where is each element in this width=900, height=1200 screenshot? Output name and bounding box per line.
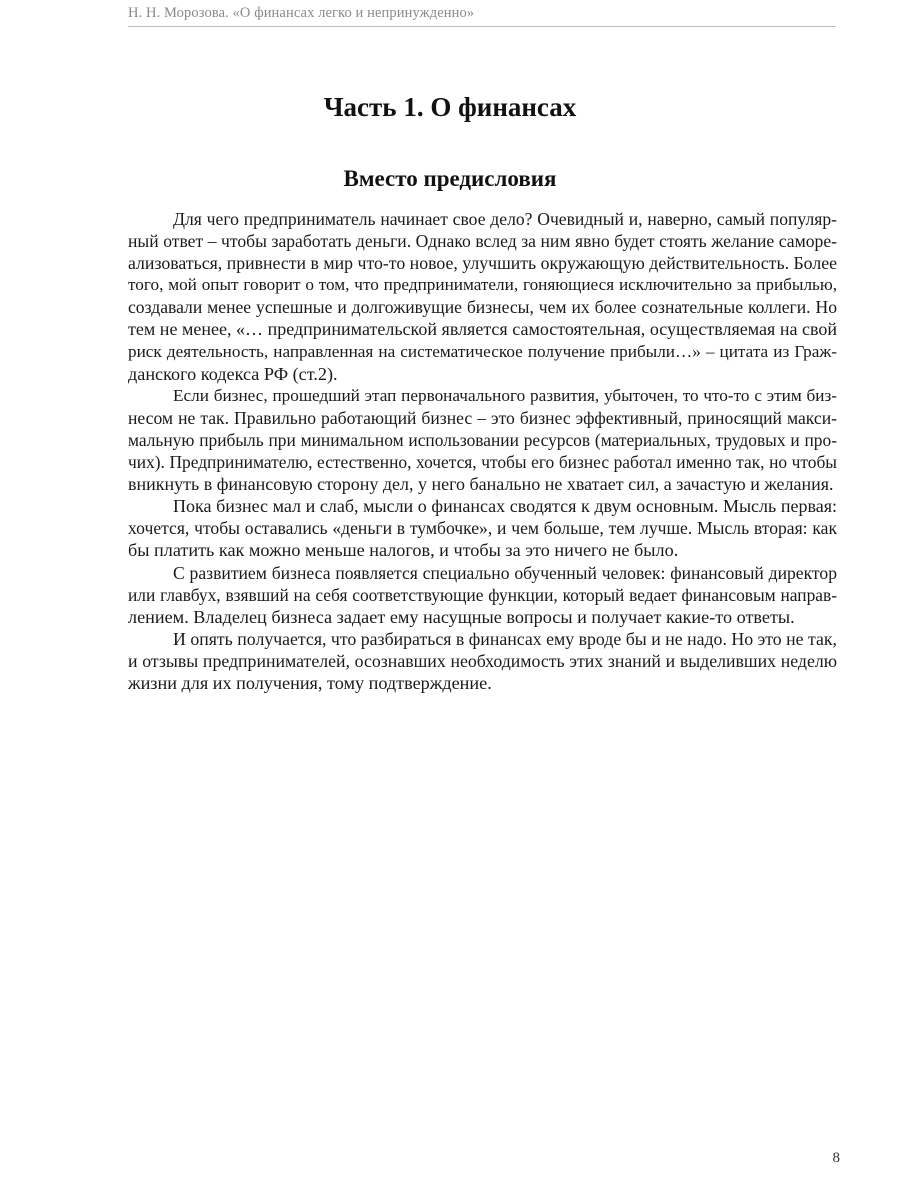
body-text <box>128 208 837 694</box>
text-line: Для чего предприниматель начинает свое дело? Очевидный и, наверно, самый популяр- <box>173 209 837 229</box>
text-line: лением. Владелец бизнеса задает ему насущные вопросы и получает какие-то ответы. <box>128 606 795 627</box>
text-line: данского кодекса РФ (ст.2). <box>128 363 338 384</box>
running-header: Н. Н. Морозова. «О финансах легко и непринужденно» <box>128 5 475 21</box>
text-line: хочется, чтобы оставались «деньги в тумбочке», и чем больше, тем лучше. Мысль вторая: как <box>128 518 837 539</box>
paragraph <box>128 208 837 385</box>
text-line: того, мой опыт говорит о том, что предприниматели, гоняющиеся исключительно за прибылью, <box>128 275 837 295</box>
text-line: вникнуть в финансовую сторону дел, у него банально не хватает сил, а зачастую и желания. <box>128 474 834 495</box>
text-line: бы платить как можно меньше налогов, и чтобы за это ничего не было. <box>128 540 679 561</box>
paragraph <box>128 562 837 628</box>
text-line: И опять получается, что разбираться в финансах ему вроде бы и не надо. Но это не так, <box>173 628 837 649</box>
text-line: несом не так. Правильно работающий бизнес – это бизнес эффективный, приносящий макси- <box>128 407 837 428</box>
text-line: тем не менее, «… предпринимательской является самостоятельная, осуществляемая на свой <box>128 319 837 340</box>
paragraph <box>128 385 837 495</box>
page-number: 8 <box>832 1150 840 1166</box>
part-title: Часть 1. О финансах <box>323 92 577 122</box>
section-title: Вместо предисловия <box>343 166 557 191</box>
text-line: С развитием бизнеса появляется специально обученный человек: финансовый директор <box>173 562 837 583</box>
text-line: чих). Предпринимателю, естественно, хочется, чтобы его бизнес работал именно так, но чтобы <box>128 452 837 473</box>
text-line: Пока бизнес мал и слаб, мысли о финансах сводятся к двум основным. Мысль первая: <box>173 496 837 517</box>
text-line: ный ответ – чтобы заработать деньги. Однако вслед за ним явно будет стоять желание саморе- <box>128 231 837 252</box>
text-line: риск деятельность, направленная на систематическое получение прибыли…» – цитата из Граж- <box>128 341 837 361</box>
text-line: мальную прибыль при минимальном использовании ресурсов (материальных, трудовых и про- <box>128 429 837 450</box>
text-line: ализоваться, привнести в мир что-то новое, улучшить окружающую действительность. Более <box>128 253 837 274</box>
paragraph <box>128 628 837 694</box>
text-line: или главбух, взявший на себя соответствующие функции, который ведает финансовым направ- <box>128 584 837 605</box>
paragraph <box>128 495 837 561</box>
text-line: и отзывы предпринимателей, осознавших необходимость этих знаний и выделивших неделю <box>128 650 837 671</box>
text-line: Если бизнес, прошедший этап первоначального развития, убыточен, то что-то с этим биз- <box>173 385 837 405</box>
header-divider <box>128 26 836 27</box>
text-line: жизни для их получения, тому подтверждение. <box>128 672 492 693</box>
text-line: создавали менее успешные и долгоживущие бизнесы, чем их более сознательные коллеги. Но <box>128 297 837 318</box>
